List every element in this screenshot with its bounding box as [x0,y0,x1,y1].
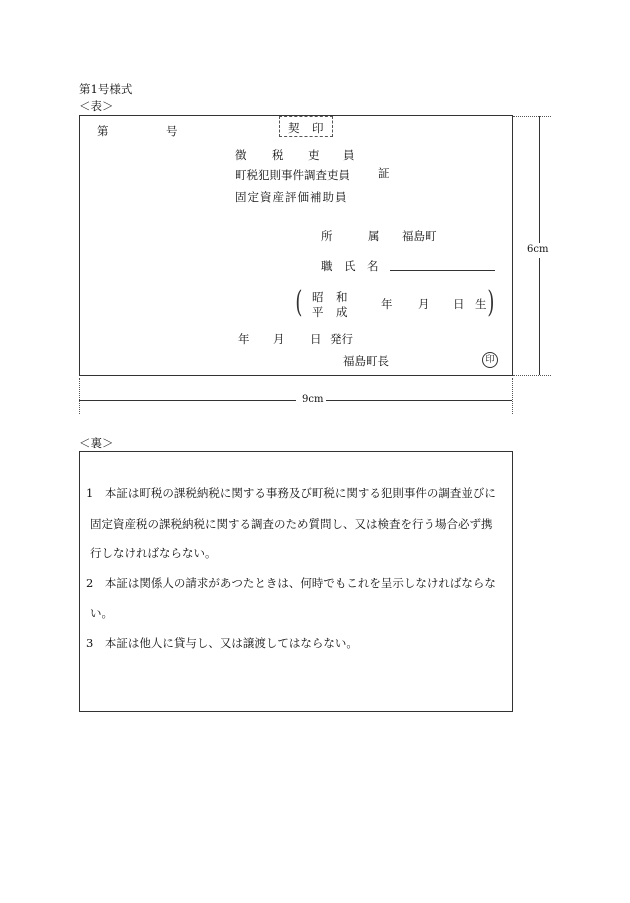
back-item-1-line-2: 固定資産税の課税納税に関する調査のため質問し、又は検査を行う場合必ず携 [90,517,493,531]
issue-month: 月 [273,332,285,346]
height-dim-line-lower [539,258,540,375]
title-name-label-1: 職 [321,259,333,273]
affiliation-label-1: 所 [321,229,333,243]
role3: 固定資産評価補助員 [235,190,348,204]
role1-char-1: 徴 [235,148,247,162]
affiliation-label-2: 属 [368,229,380,243]
birth-day: 日 [453,297,465,311]
back-item-1-line-1: 1 本証は町税の課税納税に関する事務及び町税に関する犯則事件の調査並びに [86,486,496,500]
seal-icon: 印 [482,352,498,368]
affiliation-value: 福島町 [402,229,437,243]
width-dim-line-right [326,400,512,401]
role1-char-4: 員 [343,148,355,162]
back-item-2-line-1: 2 本証は関係人の請求があつたときは、何時でもこれを呈示しなければならな [86,576,496,590]
birth-year: 年 [381,297,393,311]
height-dim-bottom-ext [513,375,551,376]
role1-char-2: 税 [272,148,284,162]
era-showa-1: 昭 [312,290,324,304]
height-dim-label: 6cm [527,244,549,255]
front-label: ＜表＞ [79,99,114,113]
issuer: 福島町長 [343,354,389,368]
back-item-2-line-2: い。 [90,606,113,620]
title-name-label-3: 名 [367,259,379,273]
number-suffix: 号 [166,124,178,138]
era-showa-2: 和 [336,290,348,304]
height-dim-line-upper [539,116,540,243]
title-name-label-2: 氏 [344,259,356,273]
role1-char-3: 吏 [308,148,320,162]
back-item-1-line-3: 行しなければならない。 [90,546,217,560]
era-heisei-2: 成 [336,305,348,319]
role2: 町税犯則事件調査吏員 [235,168,350,182]
width-dim-line-left [79,400,296,401]
issue-year: 年 [238,332,250,346]
left-bracket: ( [295,285,303,320]
birth-suffix: 生 [475,297,487,311]
certificate-char: 証 [378,166,390,180]
width-dim-right-ext [512,378,513,414]
number-prefix: 第 [97,124,109,138]
name-underline [390,270,495,271]
right-bracket: ) [487,285,495,320]
width-dim-label: 9cm [302,394,324,405]
era-heisei-1: 平 [312,305,324,319]
issue-day: 日 [310,332,322,346]
front-card [79,115,513,376]
back-item-3: 3 本証は他人に貸与し、又は譲渡してはならない。 [86,636,358,650]
height-dim-top-ext [513,116,551,117]
issue-suffix: 発行 [330,332,353,346]
back-label: ＜裏＞ [79,436,114,450]
tally-seal-kei: 契 [288,121,300,135]
tally-seal-in: 印 [312,121,324,135]
form-title: 第1号様式 [79,82,133,96]
width-dim-left-ext [79,378,80,414]
birth-month: 月 [418,297,430,311]
